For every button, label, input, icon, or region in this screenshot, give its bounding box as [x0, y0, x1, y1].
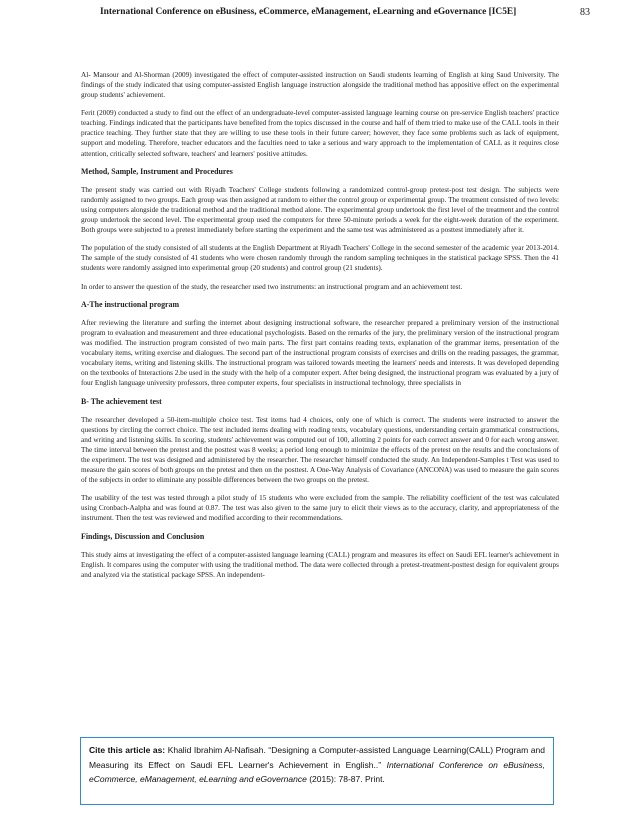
paragraph: Al- Mansour and Al-Shorman (2009) investigated the effect of computer-assisted instruction on Saudi students learning of English at king Saud University. The findings of the study indicated that using computer-assisted English language instruction alongside the traditional method has appositive effect on the experimental group students' achievement. [81, 71, 559, 100]
citation-box [80, 737, 554, 805]
section-heading-test: B- The achievement test [81, 396, 162, 406]
paragraph: The population of the study consisted of all students at the English Department at Riyadh Teachers' College in the second semester of the academic year 2013-2014. The sample of the study consisted of 41 students who were chosen randomly through the random sampling techniques in the statistical package SPSS. Then the 41 students were randomly assigned into experimental group (20 students) and control group (21 students). [81, 244, 559, 273]
paragraph: Ferit (2009) conducted a study to find out the effect of an undergraduate-level computer-assisted language learning course on pre-service English teachers' practice teaching. Findings indicated that the participants have benefited from the topics discussed in the course and half of them tried to make use of the CALL tools in their practice teaching. They further state that they are willing to use these tools in their future career; however, they face some problems such as lack of equipment, support and modeling. Therefore, teacher educators and the faculties need to take a serious and wary approach to the implementation of CALL as it requires close attention, critically selected software, teachers' and learners' positive attitudes. [81, 109, 559, 158]
citation-tail: (2015): 78-87. Print. [309, 774, 385, 785]
running-header [100, 7, 590, 18]
paragraph: After reviewing the literature and surfing the internet about designing instructional software, the researcher prepared a preliminary version of the instructional program to evaluation and measurement and three educational psychologists. Based on the remarks of the jury, the preliminary version of the instructional program was modified. The instruction program consisted of two main parts. The first part contains reading texts, explanation of the grammar items, presentation of the vocabulary items, writing exercise and dialogues. The second part of the instructional program consists of exercises and drills on the reading passages, the grammar, vocabulary items, writing and listening skills. The instructional program was tailored towards meeting the learners' needs and interests. It was developed depending on the textbooks of Interactions 2.be used in the study with the help of a computer expert. After being designed, the instructional program was evaluated by a jury of four English language university professors, three computer experts, four specialists in instructional technology, three specialists in [81, 319, 559, 388]
section-heading-findings: Findings, Discussion and Conclusion [81, 531, 205, 541]
section-heading-method: Method, Sample, Instrument and Procedures [81, 166, 233, 176]
paragraph: The present study was carried out with Riyadh Teachers' College students following a randomized control-group pretest-post test design. The subjects were randomly assigned to two groups. Each group was then assigned at random to either the control group or experimental group. The treatment consisted of two levels: using computers alongside the traditional method and the traditional method alone. The experimental group undertook the first level of the treatment and the control group undertook the second level. The experimental group used the computers for three 50-minute periods a week for the eight-week duration of the experiment. Both groups were subjected to a pretest immediately before starting the experiment and the same test was administered as a posttest immediately after it. [81, 185, 559, 235]
citation-text: Khalid Ibrahim Al-Nafisah. “Designing a Computer-assisted Language Learning(CALL) Program and Measuring its Effect on Saudi EFL Learner's Achievement in English..” [89, 745, 545, 770]
paragraph: The usability of the test was tested through a pilot study of 15 students who were excluded from the sample. The reliability coefficient of the test was calculated using Cronbach-Aalpha and was found at 0.87. The test was also given to the same jury to elicit their views as to the accuracy, clarity, and appropriateness of the instrument. Then the test was reviewed and modified according to their recommendations. [81, 494, 559, 523]
paragraph: This study aims at investigating the effect of a computer-assisted language learning (CALL) program and measures its effect on Saudi EFL learner's achievement in English. It compares using the computer with using the traditional method. The data were collected through a pretest-treatment-posttest design for equivalent groups and analyzed via the statistical package SPSS. An independent- [81, 550, 559, 579]
citation-journal: International Conference on eBusiness, eCommerce, eManagement, eLearning and eGovernance [89, 759, 545, 785]
paragraph: The researcher developed a 50-item-multiple choice test. Test items had 4 choices, only one of which is correct. The students were instructed to answer the questions by circling the correct choice. The test included items dealing with reading texts, vocabulary questions, understanding certain grammatical constructions, and writing and listening skills. In scoring, students' achievement was computed out of 100, allotting 2 points for each correct answer and 0 for each wrong answer. The time interval between the pretest and the posttest was 8 weeks; a period long enough to minimize the effects of the pretest on the results and the conclusions of the experiment. The test was designed and administered by the researcher. The researcher himself conducted the study. An Independent-Samples t Test was used to measure the gain scores of both groups on the pretest and then on the posttest. A One-Way Analysis of Covariance (ANCONA) was used to measure the gain scores of the subjects in order to eliminate any possible differences between the two groups on the pretest. [81, 415, 559, 485]
section-heading-program: A-The instructional program [81, 299, 180, 309]
citation-label: Cite this article as: [89, 745, 166, 755]
article-body [81, 70, 559, 588]
page-number: 83 [580, 7, 590, 18]
conference-title: International Conference on eBusiness, eCommerce, eManagement, eLearning and eGovernance [IC5E] [100, 7, 517, 17]
paragraph: In order to answer the question of the study, the researcher used two instruments: an instructional program and an achievement test. [81, 282, 463, 291]
